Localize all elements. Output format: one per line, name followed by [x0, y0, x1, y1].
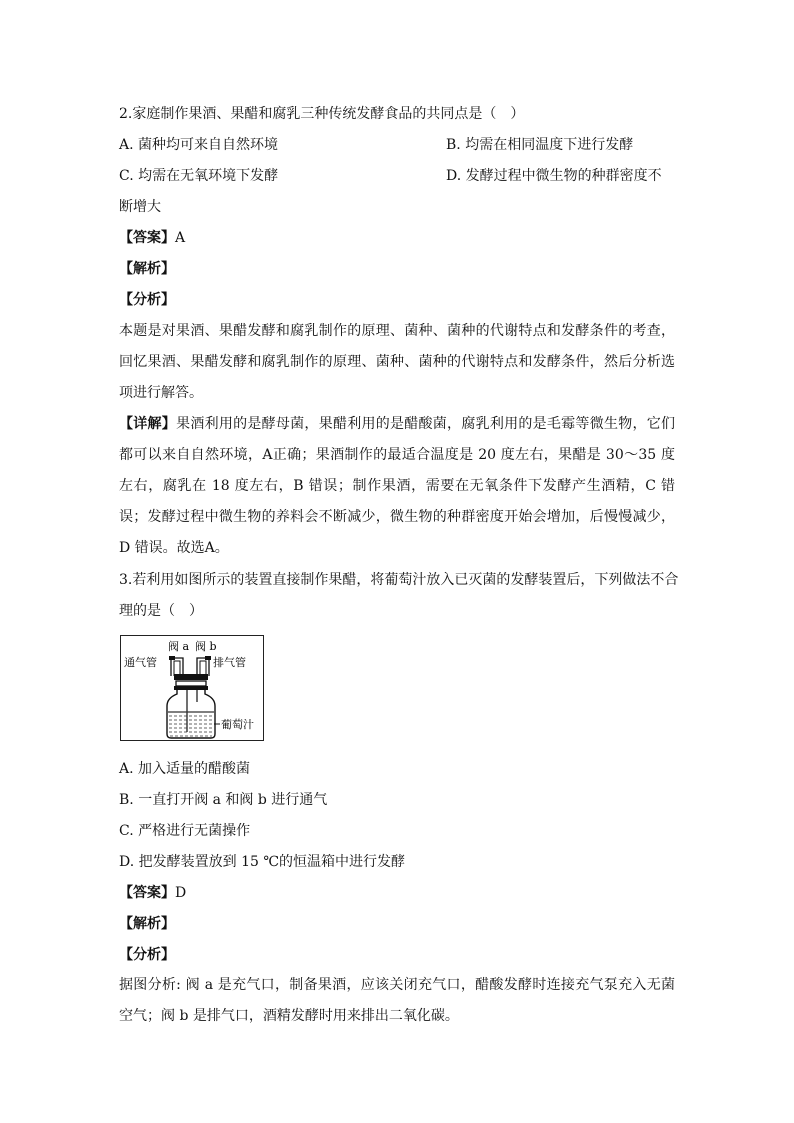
outlet-label: 排气管	[213, 656, 246, 669]
inlet-label: 通气管	[124, 656, 157, 669]
q3-stem-line2: 理的是（ ）	[119, 603, 203, 619]
juice-label: 葡萄汁	[221, 718, 254, 731]
q3-option-d: D. 把发酵装置放到 15 ℃的恒温箱中进行发酵	[119, 854, 406, 870]
q2-option-c: C. 均需在无氧环境下发酵	[119, 168, 279, 184]
juice-liquid	[168, 712, 214, 736]
q3-jiexi-tag: 【解析】	[119, 916, 175, 932]
answer-tag: 【答案】	[119, 885, 175, 901]
q3-option-c: C. 严格进行无菌操作	[119, 823, 251, 839]
xiangjie-text: 果酒利用的是酵母菌，果醋利用的是醋酸菌，腐乳利用的是毛霉等微生物，它们都可以来自自然环境，A正确；果酒制作的最适合温度是 20 度左右，果醋是 30～35 度左右，腐乳在 18 度左右，B 错误；制作果酒，需要在无氧条件下发酵产生酒精，C 错误；发酵过程中微生物的养料会不断减少，微生物的种群密度开始会增加，后慢慢减少，D 错误。故选A。	[119, 416, 676, 556]
q2-option-d: D. 发酵过程中微生物的种群密度不	[446, 168, 662, 184]
valve-a-mark	[169, 656, 175, 660]
answer-tag: 【答案】	[119, 230, 175, 246]
xiangjie-tag: 【详解】	[119, 416, 177, 432]
q2-xiangjie	[119, 409, 675, 564]
q3-answer	[119, 883, 186, 903]
valve-a-label: 阀 a	[168, 640, 190, 653]
q2-fenxi-tag: 【分析】	[119, 292, 175, 308]
q3-option-a: A. 加入适量的醋酸菌	[119, 761, 251, 777]
stopper-top	[174, 674, 208, 680]
q2-answer	[119, 228, 185, 248]
stopper-band	[176, 681, 206, 686]
q2-option-d-continued: 断增大	[119, 199, 161, 215]
valve-b-label: 阀 b	[195, 640, 217, 653]
fermentation-apparatus-figure	[120, 635, 264, 741]
bottle	[167, 690, 215, 738]
q2-stem: 2.家庭制作果酒、果醋和腐乳三种传统发酵食品的共同点是（ ）	[119, 106, 525, 122]
q3-option-b: B. 一直打开阀 a 和阀 b 进行通气	[119, 792, 328, 808]
q2-fenxi-text: 本题是对果酒、果醋发酵和腐乳制作的原理、菌种、菌种的代谢特点和发酵条件的考查，回忆果酒、果醋发酵和腐乳制作的原理、菌种、菌种的代谢特点和发酵条件，然后分析选项进行解答。	[119, 323, 675, 401]
q3-fenxi-tag: 【分析】	[119, 947, 175, 963]
valve-b-mark	[205, 656, 211, 660]
q2-option-b: B. 均需在相同温度下进行发酵	[446, 137, 634, 153]
q3-fenxi-text: 据图分析: 阀 a 是充气口，制备果酒，应该关闭充气口，醋酸发酵时连接充气泵充入无菌空气；阀 b 是排气口，酒精发酵时用来排出二氧化碳。	[119, 977, 675, 1024]
answer-value: A	[175, 230, 186, 246]
q2-jiexi-tag: 【解析】	[119, 261, 175, 277]
apparatus-diagram	[121, 636, 263, 740]
q2-option-a: A. 菌种均可来自自然环境	[119, 137, 279, 153]
q3-stem-line1: 3.若利用如图所示的装置直接制作果醋，将葡萄汁放入已灭菌的发酵装置后，下列做法不合	[119, 572, 679, 588]
answer-value: D	[175, 885, 187, 901]
